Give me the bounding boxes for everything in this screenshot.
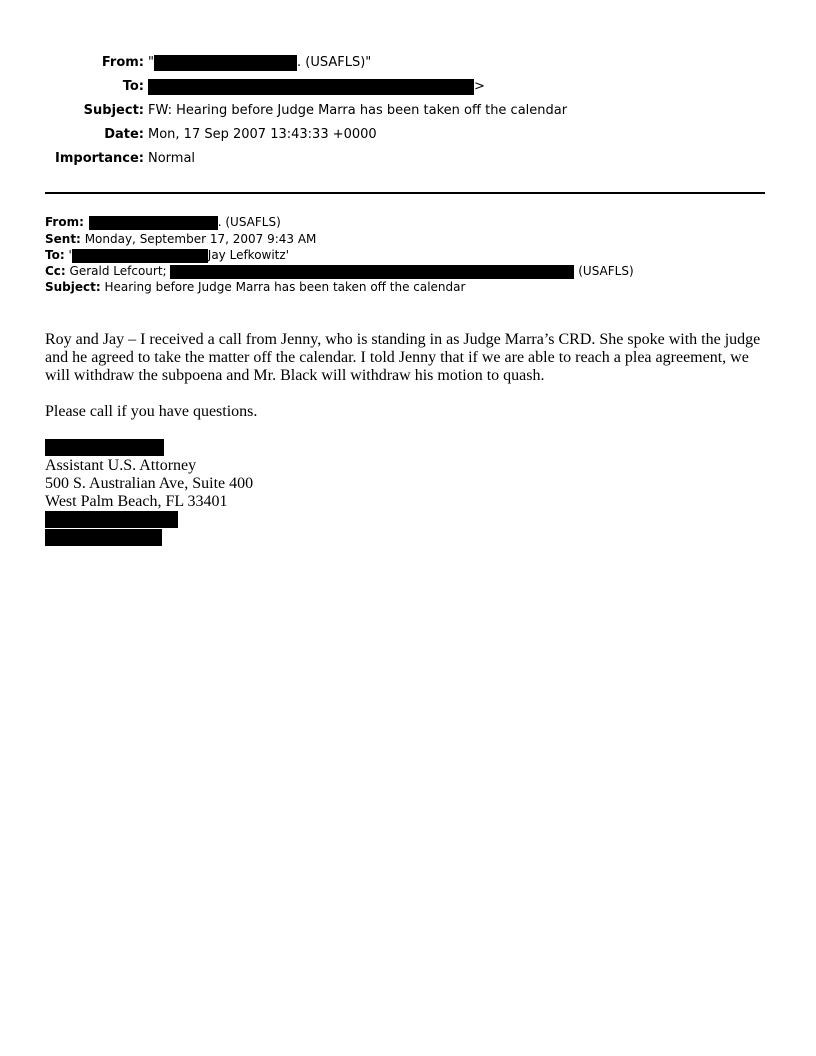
signature-address-line: 500 S. Australian Ave, Suite 400 [45,475,254,492]
forwarded-subject-label: Subject: [45,280,101,294]
header-from-suffix: . (USAFLS)" [296,55,372,70]
forwarded-from-label: From: [45,215,84,229]
header-date-value: Mon, 17 Sep 2007 13:43:33 +0000 [148,127,377,142]
forwarded-from-row [45,214,281,230]
forwarded-to-prefix: ' [68,248,72,262]
redaction-block [170,265,574,279]
header-from-label: From: [101,55,144,70]
redaction-block [154,55,297,71]
header-to-label: To: [122,79,144,94]
forwarded-cc-label: Cc: [45,264,66,278]
signature-address-line: West Palm Beach, FL 33401 [45,493,228,510]
header-to-row [0,77,816,97]
header-subject-value: FW: Hearing before Judge Marra has been taken off the calendar [148,103,568,118]
header-from-value [148,53,371,73]
forwarded-cc-row [45,263,634,279]
forwarded-sent-value: Monday, September 17, 2007 9:43 AM [84,232,317,246]
header-to-value [148,77,485,97]
forwarded-sent-label: Sent: [45,232,81,246]
forwarded-subject-row [45,279,465,295]
header-importance-row [0,149,816,169]
forwarded-cc-value: Gerald Lefcourt; [69,264,167,278]
body-paragraph: Roy and Jay – I received a call from Jenny, who is standing in as Judge Marra’s CRD. She spoke with the judge and he agreed to take the matter off the calendar. I told Jenny that if we are able to reach a plea agreement, we will withdraw the subpoena and Mr. Black will withdraw his motion to quash. [45,331,761,384]
forwarded-cc-suffix: (USAFLS) [578,264,634,278]
redaction-block [45,529,162,546]
header-from-row [0,53,816,73]
signature-title: Assistant U.S. Attorney [45,457,197,474]
redaction-block [148,79,474,95]
forwarded-to-label: To: [45,248,65,262]
forwarded-to-suffix: Jay Lefkowitz' [207,248,289,262]
forwarded-to-row [45,247,289,263]
forwarded-subject-value: Hearing before Judge Marra has been taken off the calendar [104,280,466,294]
body-paragraph: Please call if you have questions. [45,403,258,420]
header-to-suffix: > [474,79,485,94]
header-date-label: Date: [104,127,144,142]
forwarded-sent-row [45,231,316,247]
redaction-block [45,439,164,456]
forwarded-from-suffix: . (USAFLS) [217,215,281,229]
header-from-prefix: " [148,55,154,70]
redaction-block [72,249,208,263]
header-importance-value: Normal [148,151,196,166]
redaction-block [89,216,218,230]
header-subject-label: Subject: [83,103,144,118]
header-date-row [0,125,816,145]
redaction-block [45,511,178,528]
header-importance-label: Importance: [55,151,144,166]
header-subject-row [0,101,816,121]
header-divider [45,192,765,194]
